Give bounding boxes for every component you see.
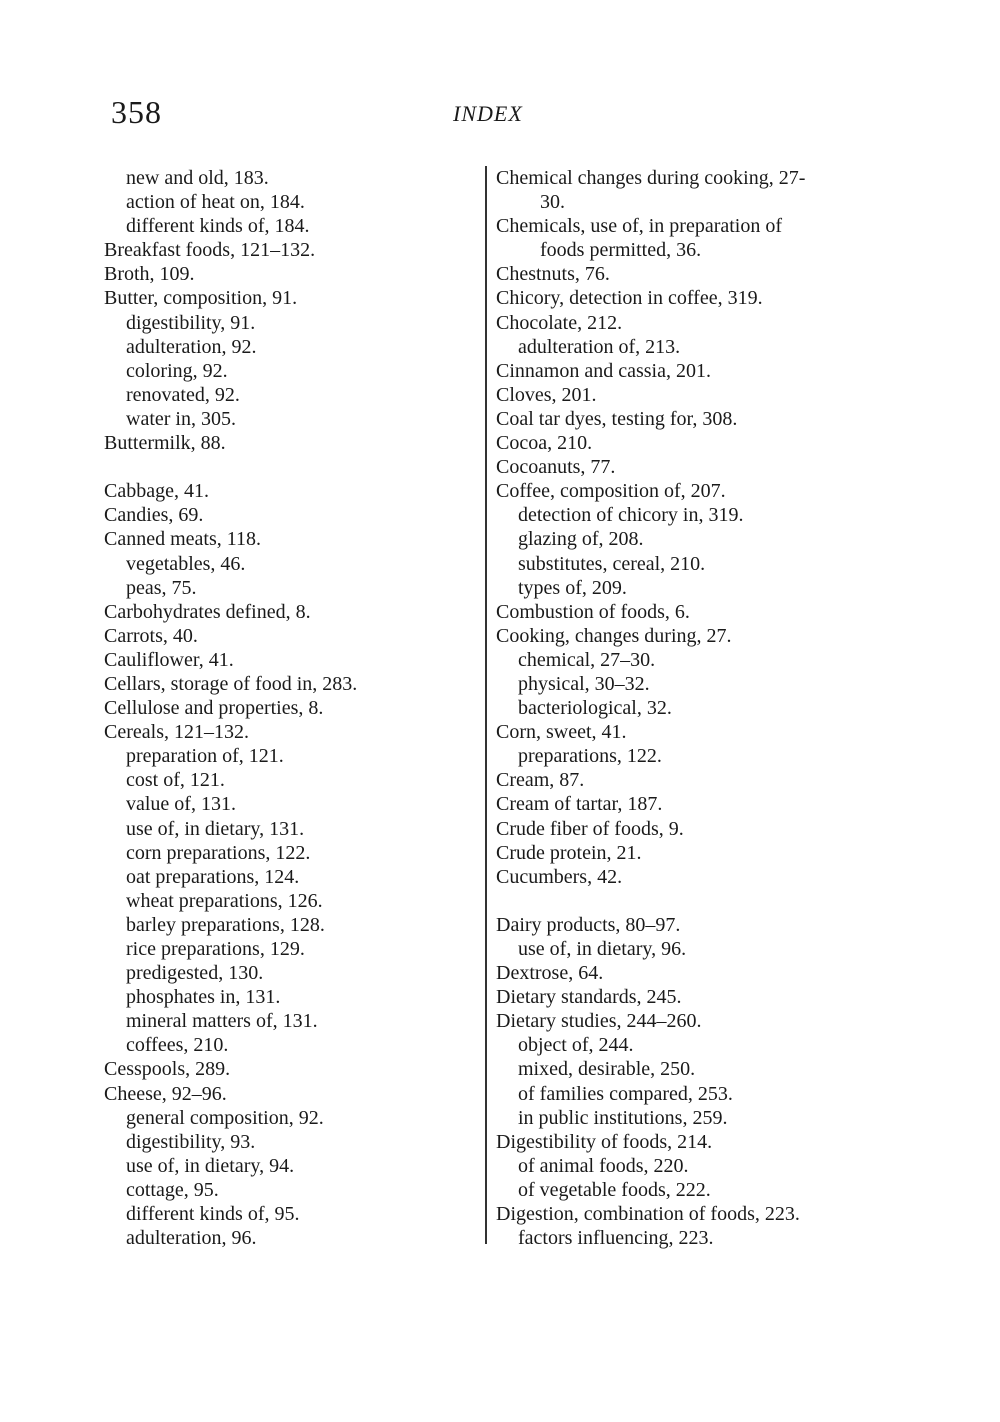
index-subentry: glazing of, 208. bbox=[518, 528, 644, 551]
index-subentry: chemical, 27–30. bbox=[518, 648, 656, 671]
index-subentry: mixed, desirable, 250. bbox=[518, 1058, 696, 1081]
index-entry: Cellulose and properties, 8. bbox=[104, 697, 324, 720]
index-subentry: of vegetable foods, 222. bbox=[518, 1178, 711, 1201]
index-subentry: peas, 75. bbox=[126, 576, 197, 599]
index-entry: Chemicals, use of, in preparation of bbox=[496, 215, 783, 238]
index-subentry: action of heat on, 184. bbox=[126, 191, 305, 214]
index-entry: Buttermilk, 88. bbox=[104, 432, 226, 455]
index-subentry: adulteration, 96. bbox=[126, 1227, 257, 1250]
index-entry: Dairy products, 80–97. bbox=[496, 913, 681, 936]
index-entry: Cucumbers, 42. bbox=[496, 865, 623, 888]
index-subentry: different kinds of, 95. bbox=[126, 1203, 300, 1226]
index-entry: Cabbage, 41. bbox=[104, 480, 209, 503]
index-subentry: corn preparations, 122. bbox=[126, 841, 311, 864]
index-entry: Broth, 109. bbox=[104, 263, 195, 286]
index-subentry: rice preparations, 129. bbox=[126, 938, 305, 960]
index-subentry: barley preparations, 128. bbox=[126, 913, 325, 936]
index-subentry: renovated, 92. bbox=[126, 383, 240, 406]
column-divider bbox=[485, 166, 487, 1244]
index-subentry: different kinds of, 184. bbox=[126, 215, 310, 238]
index-subentry: types of, 209. bbox=[518, 576, 627, 599]
index-entry: Chemical changes during cooking, 27- bbox=[496, 167, 806, 189]
index-subentry: wheat preparations, 126. bbox=[126, 889, 323, 912]
index-subentry: general composition, 92. bbox=[126, 1106, 324, 1129]
index-entry: Dietary studies, 244–260. bbox=[496, 1010, 702, 1033]
index-entry: Crude fiber of foods, 9. bbox=[496, 817, 684, 840]
index-column-left bbox=[104, 166, 464, 1250]
page-title: INDEX bbox=[453, 101, 523, 126]
index-subentry: use of, in dietary, 131. bbox=[126, 817, 305, 840]
section-gap bbox=[496, 889, 886, 913]
index-subentry: adulteration, 92. bbox=[126, 335, 257, 358]
index-subentry: vegetables, 46. bbox=[126, 552, 246, 575]
index-entry: Cauliflower, 41. bbox=[104, 648, 234, 671]
index-subentry: water in, 305. bbox=[126, 407, 236, 430]
index-subentry: use of, in dietary, 94. bbox=[126, 1154, 295, 1177]
index-entry: Coal tar dyes, testing for, 308. bbox=[496, 407, 738, 430]
index-entry: Cocoanuts, 77. bbox=[496, 456, 616, 479]
index-entry: Cesspools, 289. bbox=[104, 1058, 231, 1081]
index-subentry: predigested, 130. bbox=[126, 962, 264, 985]
index-entry: Candies, 69. bbox=[104, 504, 204, 527]
index-entry: Cream, 87. bbox=[496, 769, 585, 792]
index-subentry: in public institutions, 259. bbox=[518, 1106, 728, 1129]
index-entry: Cream of tartar, 187. bbox=[496, 793, 663, 816]
index-subentry: cottage, 95. bbox=[126, 1178, 219, 1201]
index-subentry: of animal foods, 220. bbox=[518, 1154, 689, 1177]
index-entry: Digestion, combination of foods, 223. bbox=[496, 1203, 800, 1226]
index-subentry: digestibility, 93. bbox=[126, 1130, 256, 1153]
index-entry: Cocoa, 210. bbox=[496, 432, 593, 455]
index-subentry: foods permitted, 36. bbox=[540, 239, 702, 262]
index-subentry: coffees, 210. bbox=[126, 1034, 229, 1057]
index-subentry: 30. bbox=[540, 191, 565, 214]
index-entry: Cooking, changes during, 27. bbox=[496, 624, 732, 647]
index-entry: Cheese, 92–96. bbox=[104, 1082, 227, 1105]
index-subentry: new and old, 183. bbox=[126, 167, 269, 189]
index-entry: Cereals, 121–132. bbox=[104, 721, 249, 744]
section-gap bbox=[104, 455, 464, 479]
page-number: 358 bbox=[111, 94, 162, 130]
index-entry: Dextrose, 64. bbox=[496, 962, 604, 985]
index-entry: Coffee, composition of, 207. bbox=[496, 480, 726, 503]
index-entry: Carbohydrates defined, 8. bbox=[104, 600, 311, 623]
index-entry: Crude protein, 21. bbox=[496, 841, 642, 864]
index-subentry: preparation of, 121. bbox=[126, 745, 284, 768]
index-subentry: object of, 244. bbox=[518, 1034, 634, 1057]
index-subentry: digestibility, 91. bbox=[126, 311, 256, 334]
index-subentry: phosphates in, 131. bbox=[126, 986, 281, 1009]
index-subentry: of families compared, 253. bbox=[518, 1082, 733, 1105]
index-subentry: value of, 131. bbox=[126, 793, 236, 816]
index-entry: Chocolate, 212. bbox=[496, 311, 623, 334]
index-subentry: physical, 30–32. bbox=[518, 672, 650, 695]
index-subentry: mineral matters of, 131. bbox=[126, 1010, 318, 1033]
index-entry: Digestibility of foods, 214. bbox=[496, 1130, 713, 1153]
index-entry: Cellars, storage of food in, 283. bbox=[104, 672, 358, 695]
index-subentry: cost of, 121. bbox=[126, 769, 225, 792]
index-entry: Corn, sweet, 41. bbox=[496, 721, 627, 744]
index-entry: Cinnamon and cassia, 201. bbox=[496, 359, 711, 382]
index-subentry: adulteration of, 213. bbox=[518, 335, 681, 358]
index-entry: Butter, composition, 91. bbox=[104, 287, 298, 310]
index-entry: Breakfast foods, 121–132. bbox=[104, 239, 316, 262]
index-entry: Canned meats, 118. bbox=[104, 528, 262, 551]
index-subentry: detection of chicory in, 319. bbox=[518, 504, 744, 527]
index-column-right bbox=[496, 166, 886, 1250]
index-entry: Chicory, detection in coffee, 319. bbox=[496, 287, 763, 310]
index-subentry: coloring, 92. bbox=[126, 359, 228, 382]
index-subentry: bacteriological, 32. bbox=[518, 697, 672, 720]
index-entry: Dietary standards, 245. bbox=[496, 986, 682, 1009]
index-entry: Combustion of foods, 6. bbox=[496, 600, 690, 623]
index-subentry: oat preparations, 124. bbox=[126, 865, 300, 888]
index-subentry: substitutes, cereal, 210. bbox=[518, 552, 706, 575]
index-entry: Cloves, 201. bbox=[496, 383, 597, 406]
index-entry: Carrots, 40. bbox=[104, 624, 198, 647]
index-subentry: factors influencing, 223. bbox=[518, 1227, 714, 1250]
index-subentry: use of, in dietary, 96. bbox=[518, 938, 687, 960]
index-subentry: preparations, 122. bbox=[518, 745, 662, 768]
index-entry: Chestnuts, 76. bbox=[496, 263, 610, 286]
